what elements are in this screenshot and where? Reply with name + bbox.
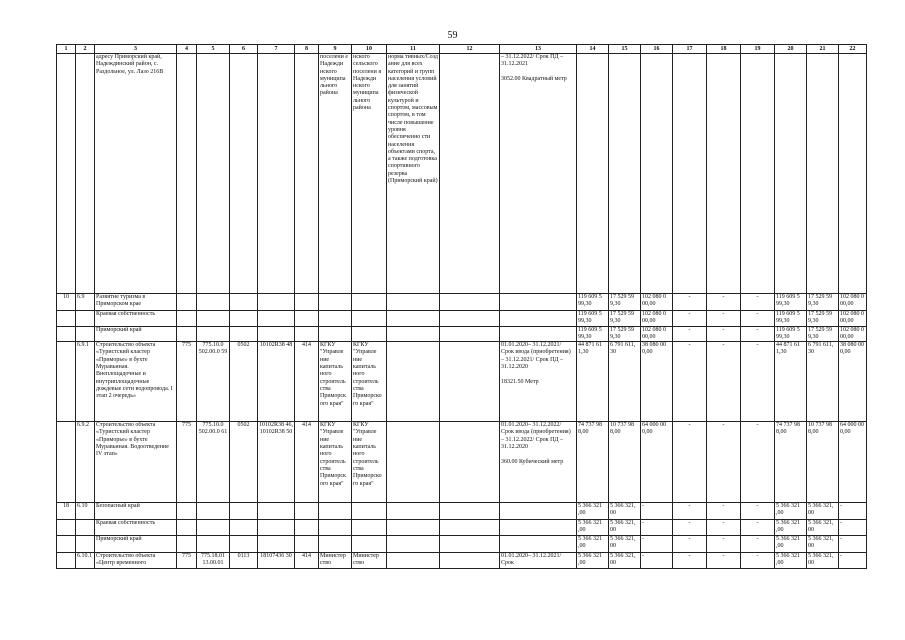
table-cell: 102 080 0 00,00 xyxy=(839,311,867,327)
table-cell: 17 529 59 9,30 xyxy=(807,326,839,342)
table-cell xyxy=(319,520,352,536)
table-cell xyxy=(839,54,867,294)
table-cell xyxy=(319,326,352,342)
table-row xyxy=(57,311,867,327)
table-cell xyxy=(57,311,76,327)
table-cell: 17 529 59 9,30 xyxy=(807,311,839,327)
table-cell: - xyxy=(839,503,867,520)
table-cell: 38 080 00 0,00 xyxy=(839,342,867,422)
table-row xyxy=(57,422,867,503)
table-cell: 119 609 5 99,30 xyxy=(775,311,807,327)
table-cell: Безопасный край xyxy=(95,503,177,520)
table-cell xyxy=(387,294,440,311)
table-cell: КГКУ "Управле ние капиталь ного строитель ства Приморско го края" xyxy=(352,422,387,503)
table-cell: 18107436 30 xyxy=(258,552,295,568)
table-cell: Строительство объекта «Туристский кластер «Приморье» в бухте Муравьиная. Внеплощадочные и внутриплощадочные дождевые сети водопровода. I этап 2 очередь» xyxy=(95,342,177,422)
table-cell: 10 737 98 8,00 xyxy=(807,422,839,503)
table-cell: 119 609 5 99,30 xyxy=(775,326,807,342)
investment-table xyxy=(56,44,867,569)
table-cell: нского сельского поселени я Надежди нского муниципа льного района xyxy=(352,54,387,294)
table-cell: 74 737 98 8,00 xyxy=(577,422,609,503)
table-cell xyxy=(500,294,577,311)
table-cell: - xyxy=(673,311,707,327)
table-cell xyxy=(500,535,577,552)
column-number: 16 xyxy=(641,45,673,54)
table-cell: 10 xyxy=(57,294,76,311)
table-cell xyxy=(295,311,319,327)
table-cell: 775.10.0 502.00.0 61 xyxy=(197,422,230,503)
table-cell: - xyxy=(741,552,775,568)
table-cell: 0502 xyxy=(230,342,258,422)
table-cell: 414 xyxy=(295,342,319,422)
table-cell: - xyxy=(741,520,775,536)
table-cell xyxy=(177,535,197,552)
column-number: 2 xyxy=(76,45,95,54)
table-cell: Министер ство xyxy=(319,552,352,568)
table-cell: - xyxy=(707,422,741,503)
table-cell: - xyxy=(741,342,775,422)
table-cell xyxy=(76,535,95,552)
table-cell: 17 529 59 9,30 xyxy=(609,311,641,327)
table-cell: 5 366 321, 00 xyxy=(807,520,839,536)
table-cell: адресу Приморский край, Надеждинский район, с. Раздольное, ул. Лазо 216В xyxy=(95,54,177,294)
table-cell xyxy=(440,311,500,327)
table-cell: - xyxy=(673,535,707,552)
table-cell xyxy=(352,326,387,342)
column-number: 6 xyxy=(230,45,258,54)
table-cell xyxy=(387,342,440,422)
table-cell: - xyxy=(839,552,867,568)
table-cell: - xyxy=(707,311,741,327)
table-cell: - xyxy=(741,503,775,520)
table-cell: 10 737 98 8,00 xyxy=(609,422,641,503)
table-cell xyxy=(352,503,387,520)
table-cell: 38 080 00 0,00 xyxy=(641,342,673,422)
table-cell: - xyxy=(673,503,707,520)
table-cell: Министер ство xyxy=(352,552,387,568)
table-cell xyxy=(500,503,577,520)
table-cell: 10102R38 46, 10102R38 50 xyxy=(258,422,295,503)
table-cell xyxy=(352,311,387,327)
table-cell: 10102R38 48 xyxy=(258,342,295,422)
table-cell xyxy=(440,54,500,294)
table-cell: 5 366 321 ,00 xyxy=(775,535,807,552)
table-cell: – 31.12.2022/ Срок ПД – 31.12.2021 3052.00 Квадратный метр xyxy=(500,54,577,294)
table-cell xyxy=(440,294,500,311)
table-cell: - xyxy=(741,326,775,342)
column-number: 10 xyxy=(352,45,387,54)
table-cell xyxy=(352,520,387,536)
table-cell xyxy=(230,535,258,552)
column-number: 5 xyxy=(197,45,230,54)
table-cell xyxy=(440,520,500,536)
table-cell: 6 791 611, 30 xyxy=(807,342,839,422)
table-cell xyxy=(197,503,230,520)
table-cell xyxy=(230,503,258,520)
table-row xyxy=(57,294,867,311)
table-cell xyxy=(295,294,319,311)
table-cell xyxy=(197,311,230,327)
table-cell: 5 366 321 ,00 xyxy=(577,503,609,520)
table-cell xyxy=(500,326,577,342)
table-cell xyxy=(440,326,500,342)
table-cell: 5 366 321 ,00 xyxy=(775,520,807,536)
table-cell xyxy=(352,535,387,552)
table-cell xyxy=(387,520,440,536)
table-cell: КГКУ "Управле ние капиталь ного строитель ства Приморско го края" xyxy=(352,342,387,422)
table-cell xyxy=(230,294,258,311)
table-cell: 17 529 59 9,30 xyxy=(807,294,839,311)
table-row xyxy=(57,54,867,294)
table-cell xyxy=(387,311,440,327)
table-cell: 102 080 0 00,00 xyxy=(839,326,867,342)
table-cell xyxy=(352,294,387,311)
table-cell: 775 xyxy=(177,422,197,503)
table-cell xyxy=(673,54,707,294)
table-cell xyxy=(609,54,641,294)
table-cell: - xyxy=(673,552,707,568)
table-cell xyxy=(57,535,76,552)
table-cell: - xyxy=(673,520,707,536)
table-cell xyxy=(230,326,258,342)
table-row xyxy=(57,535,867,552)
table-cell xyxy=(319,294,352,311)
table-cell: 44 871 61 1,30 xyxy=(577,342,609,422)
table-cell xyxy=(807,54,839,294)
table-cell xyxy=(387,503,440,520)
table-cell: - xyxy=(673,422,707,503)
table-cell: Строительство объекта «Центр временного xyxy=(95,552,177,568)
table-cell: - xyxy=(707,342,741,422)
column-number: 18 xyxy=(707,45,741,54)
table-cell xyxy=(295,503,319,520)
table-cell xyxy=(57,342,76,422)
table-cell xyxy=(177,54,197,294)
table-cell xyxy=(707,54,741,294)
table-cell: 5 366 321 ,00 xyxy=(577,552,609,568)
table-cell: 775 xyxy=(177,552,197,568)
column-number: 3 xyxy=(95,45,177,54)
table-row xyxy=(57,326,867,342)
table-cell: 775.10.0 502.00.0 59 xyxy=(197,342,230,422)
table-cell: - xyxy=(673,294,707,311)
table-cell: 0502 xyxy=(230,422,258,503)
table-cell: 775.18.01 13.00.01 xyxy=(197,552,230,568)
table-cell: КГКУ "Управле ние капиталь ного строитель ства Приморск ого края" xyxy=(319,422,352,503)
table-cell: норма тивных/Созд ание для всех категорий и групп населения условий для занятий физической культурой и спортом, массовым спортом, в том числе повышение уровня обеспеченно сти населения объектами спорта, а также подготовка спортивного резерва (Приморский край) xyxy=(387,54,440,294)
table-cell xyxy=(258,311,295,327)
table-cell: 01.01.2020– 31.12.2021/ Срок ввода (приобретения) – 31.12.2021/ Срок ПД – 31.12.2020 18321.50 Метр xyxy=(500,342,577,422)
table-cell xyxy=(440,535,500,552)
table-cell: 17 529 59 9,30 xyxy=(609,326,641,342)
table-cell: Краевая собственность xyxy=(95,311,177,327)
table-cell: - xyxy=(839,520,867,536)
table-cell: 74 737 98 8,00 xyxy=(775,422,807,503)
table-cell xyxy=(57,422,76,503)
table-cell xyxy=(258,326,295,342)
table-cell xyxy=(319,503,352,520)
table-cell xyxy=(295,535,319,552)
table-cell xyxy=(295,326,319,342)
table-cell: 5 366 321, 00 xyxy=(807,535,839,552)
table-cell: 01.01.2020– 31.12.2021/ Срок xyxy=(500,552,577,568)
table-cell: 5 366 321, 00 xyxy=(807,552,839,568)
table-cell xyxy=(500,311,577,327)
column-number: 22 xyxy=(839,45,867,54)
table-cell: Приморский край xyxy=(95,535,177,552)
column-number: 1 xyxy=(57,45,76,54)
table-cell: - xyxy=(641,552,673,568)
table-cell: 18 xyxy=(57,503,76,520)
table-cell: 44 871 61 1,30 xyxy=(775,342,807,422)
table-cell xyxy=(76,311,95,327)
table-row xyxy=(57,342,867,422)
table-cell: - xyxy=(673,326,707,342)
table-cell: 414 xyxy=(295,422,319,503)
table-cell: 6.10.1 xyxy=(76,552,95,568)
table-row xyxy=(57,503,867,520)
table-cell xyxy=(440,552,500,568)
table-row xyxy=(57,552,867,568)
table-cell xyxy=(387,552,440,568)
table-cell xyxy=(741,54,775,294)
table-cell: Приморский край xyxy=(95,326,177,342)
table-cell: - xyxy=(641,535,673,552)
table-cell: 6 791 611, 30 xyxy=(609,342,641,422)
table-cell: 5 366 321, 00 xyxy=(609,520,641,536)
table-cell: 64 000 00 0,00 xyxy=(839,422,867,503)
table-cell: 414 xyxy=(295,552,319,568)
table-cell: - xyxy=(641,503,673,520)
column-number: 4 xyxy=(177,45,197,54)
table-cell xyxy=(76,54,95,294)
table-cell: Строительство объекта «Туристский кластер «Приморье» в бухте Муравьиная. Водоотведение IV этап» xyxy=(95,422,177,503)
table-cell: - xyxy=(707,326,741,342)
table-cell xyxy=(57,520,76,536)
table-row xyxy=(57,520,867,536)
column-number: 9 xyxy=(319,45,352,54)
table-cell xyxy=(387,422,440,503)
table-cell xyxy=(258,535,295,552)
table-cell xyxy=(57,54,76,294)
table-cell xyxy=(258,54,295,294)
table-cell xyxy=(76,326,95,342)
table-cell: - xyxy=(741,311,775,327)
table-cell: - xyxy=(707,503,741,520)
table-cell xyxy=(57,552,76,568)
table-cell xyxy=(197,326,230,342)
table-cell: - xyxy=(707,294,741,311)
column-number-row xyxy=(57,45,867,54)
table-cell xyxy=(177,326,197,342)
table-cell: 775 xyxy=(177,342,197,422)
table-cell xyxy=(177,294,197,311)
column-number: 11 xyxy=(387,45,440,54)
column-number: 8 xyxy=(295,45,319,54)
table-cell xyxy=(440,422,500,503)
column-number: 14 xyxy=(577,45,609,54)
table-cell xyxy=(57,326,76,342)
table-cell: 64 000 00 0,00 xyxy=(641,422,673,503)
table-cell xyxy=(258,520,295,536)
table-cell: - xyxy=(741,422,775,503)
column-number: 20 xyxy=(775,45,807,54)
table-cell: 5 366 321 ,00 xyxy=(577,535,609,552)
column-number: 13 xyxy=(500,45,577,54)
table-cell: - xyxy=(641,520,673,536)
table-cell: 0113 xyxy=(230,552,258,568)
table-cell: 102 080 0 00,00 xyxy=(641,311,673,327)
table-cell xyxy=(230,311,258,327)
table-cell: 01.01.2020– 31.12.2022/ Срок ввода (приобретения) – 31.12.2022/ Срок ПД – 31.12.2020 360.00 Кубический метр xyxy=(500,422,577,503)
table-cell xyxy=(76,520,95,536)
table-body xyxy=(57,54,867,569)
table-cell: - xyxy=(741,294,775,311)
table-cell xyxy=(197,535,230,552)
table-cell xyxy=(197,54,230,294)
table-cell xyxy=(775,54,807,294)
table-cell: 102 080 0 00,00 xyxy=(641,294,673,311)
table-cell xyxy=(177,311,197,327)
table-cell: 6.9 xyxy=(76,294,95,311)
table-cell xyxy=(319,311,352,327)
table-cell xyxy=(295,54,319,294)
column-number: 21 xyxy=(807,45,839,54)
table-cell: - xyxy=(707,535,741,552)
table-cell: - xyxy=(707,552,741,568)
table-cell: 102 080 0 00,00 xyxy=(641,326,673,342)
table-cell xyxy=(258,294,295,311)
table-cell: 5 366 321 ,00 xyxy=(775,552,807,568)
table-cell xyxy=(387,535,440,552)
table-cell xyxy=(177,503,197,520)
table-cell: 6.10 xyxy=(76,503,95,520)
table-cell: КГКУ "Управле ние капиталь ного строитель ства Приморск ого края" xyxy=(319,342,352,422)
table-cell: 5 366 321 ,00 xyxy=(775,503,807,520)
table-cell xyxy=(500,520,577,536)
table-cell: 6.9.2 xyxy=(76,422,95,503)
table-cell xyxy=(230,520,258,536)
table-cell xyxy=(440,342,500,422)
table-cell: 5 366 321, 00 xyxy=(609,552,641,568)
table-cell: 119 609 5 99,30 xyxy=(775,294,807,311)
column-number: 19 xyxy=(741,45,775,54)
table-cell xyxy=(295,520,319,536)
table-cell xyxy=(258,503,295,520)
table-cell xyxy=(387,326,440,342)
table-cell: Развитие туризма в Приморском крае xyxy=(95,294,177,311)
column-number: 17 xyxy=(673,45,707,54)
column-number: 15 xyxy=(609,45,641,54)
table-cell: 119 609 5 99,30 xyxy=(577,311,609,327)
table-cell: 5 366 321 ,00 xyxy=(577,520,609,536)
table-cell xyxy=(197,294,230,311)
table-cell: 6.9.1 xyxy=(76,342,95,422)
table-cell: 119 609 5 99,30 xyxy=(577,326,609,342)
table-cell: 102 080 0 00,00 xyxy=(839,294,867,311)
table-cell xyxy=(230,54,258,294)
table-cell: 5 366 321, 00 xyxy=(807,503,839,520)
table-cell xyxy=(197,520,230,536)
table-cell xyxy=(577,54,609,294)
table-cell: Краевая собственность xyxy=(95,520,177,536)
table-cell: 5 366 321, 00 xyxy=(609,535,641,552)
column-number: 12 xyxy=(440,45,500,54)
table-cell xyxy=(319,535,352,552)
table-cell: - xyxy=(707,520,741,536)
page-number: 59 xyxy=(447,30,458,41)
table-cell: 17 529 59 9,30 xyxy=(609,294,641,311)
table-cell: - xyxy=(673,342,707,422)
column-number: 7 xyxy=(258,45,295,54)
table-cell: - xyxy=(839,535,867,552)
table-cell xyxy=(641,54,673,294)
table-cell: 119 609 5 99,30 xyxy=(577,294,609,311)
table-cell: - xyxy=(741,535,775,552)
table-cell xyxy=(177,520,197,536)
table-cell: 5 366 321, 00 xyxy=(609,503,641,520)
table-cell xyxy=(440,503,500,520)
table-cell: поселени е Надежди нского муниципа льного района xyxy=(319,54,352,294)
